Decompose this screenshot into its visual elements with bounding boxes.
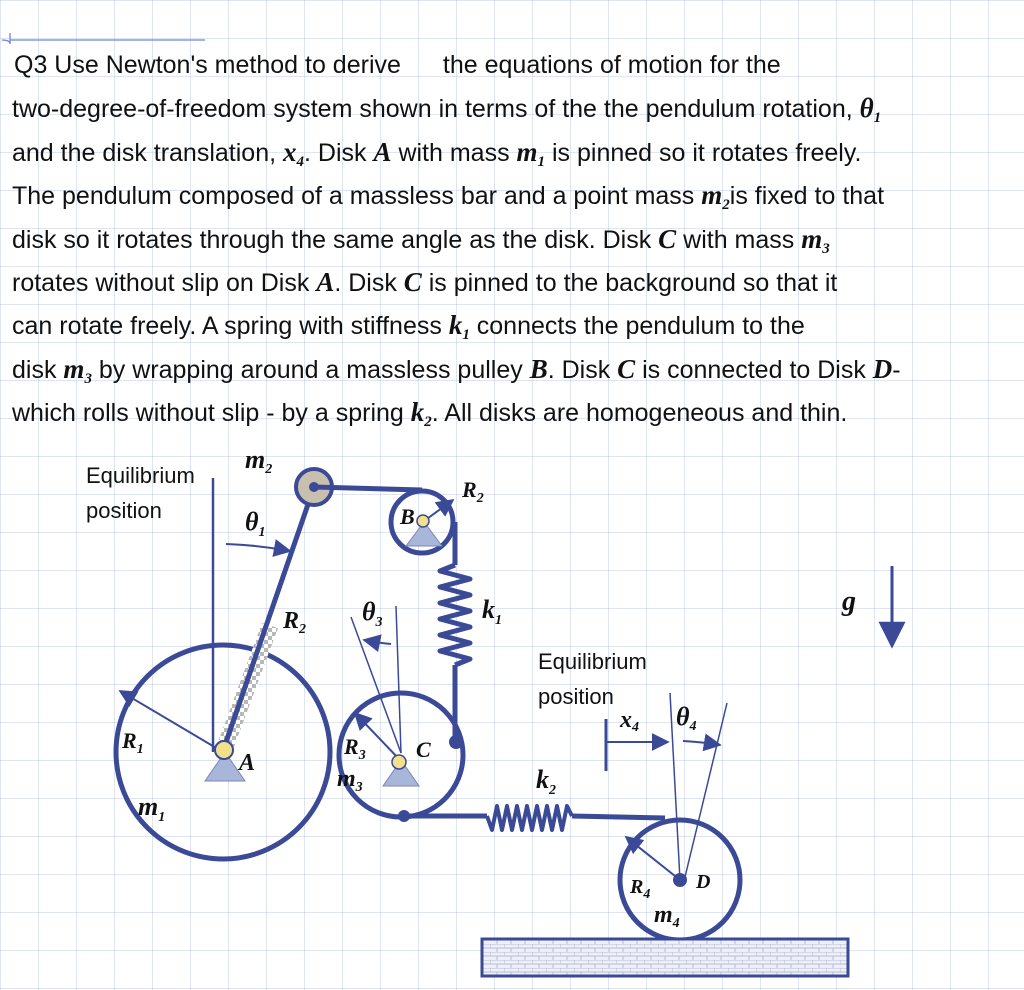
symbol-A: A (373, 136, 392, 167)
label-k1: $k_1$ (482, 595, 502, 628)
equilibrium-label-right-line2: position (538, 684, 614, 709)
symbol-subscript: 2 (424, 414, 432, 431)
problem-text: is fixed to that (729, 182, 885, 211)
problem-text: by wrapping around a massless pulley (98, 355, 523, 384)
label-m4: $m_4$ (654, 902, 680, 931)
symbol-D: D (872, 353, 893, 384)
cable-top (314, 487, 422, 490)
pendulum-bar (225, 487, 314, 745)
theta3-vertical (396, 606, 401, 753)
symbol-m: m (801, 223, 823, 254)
label-theta1: $\theta_1$ (245, 507, 266, 540)
symbol-B: B (529, 353, 548, 384)
problem-text: with mass (683, 225, 795, 254)
problem-text: The pendulum composed of a massless bar and a point mass (12, 182, 695, 211)
problem-text: can rotate freely. A spring with stiffness (12, 312, 442, 341)
ground-block (482, 939, 848, 976)
symbol-x: x (283, 136, 297, 167)
symbol-subscript: 1 (537, 153, 546, 170)
problem-text: which rolls without slip - by a spring (12, 399, 404, 428)
problem-text: disk so it rotates through the same angle as the disk. Disk (12, 225, 652, 254)
symbol-m: m (701, 180, 723, 211)
problem-text: connects the pendulum to the (476, 312, 805, 341)
label-x4: x4 (620, 707, 639, 735)
problem-text: Q3 Use Newton's method to derive (14, 51, 401, 79)
symbol-subscript: 1 (462, 327, 470, 344)
pivot-c (392, 755, 406, 769)
theta4-arrow (683, 741, 720, 745)
symbol-theta: θ (859, 93, 874, 124)
spring-k1 (440, 565, 470, 665)
symbol-subscript: 3 (84, 370, 92, 387)
theta3-ref-line (351, 617, 401, 753)
label-r3: $R_3$ (344, 734, 366, 763)
problem-text: rotates without slip on Disk (12, 268, 310, 297)
label-c: C (416, 737, 431, 762)
problem-text: disk (12, 355, 57, 384)
theta3-arrow (364, 640, 391, 644)
label-m2: m2 (245, 445, 273, 477)
problem-text: and the disk translation, (12, 138, 277, 167)
symbol-C: C (617, 353, 636, 384)
pivot-a (215, 741, 233, 759)
label-r2-pulley: $R_2$ (462, 477, 484, 506)
problem-text: is connected to Disk (642, 355, 866, 384)
symbol-k: k (448, 310, 463, 341)
symbol-C: C (403, 266, 422, 297)
problem-text: is pinned to the background so that it (428, 268, 838, 297)
symbol-subscript: 3 (822, 240, 830, 257)
label-a: A (239, 750, 256, 776)
label-m1: $m_1$ (138, 792, 166, 825)
symbol-m: m (63, 353, 85, 384)
problem-text: . Disk (547, 355, 611, 384)
label-theta4: θ4 (676, 702, 697, 734)
symbol-m: m (516, 136, 538, 167)
symbol-A: A (316, 266, 335, 297)
label-b: B (400, 504, 415, 529)
radius-r4-arrow (626, 837, 680, 880)
problem-text: is pinned so it rotates freely. (552, 138, 862, 167)
symbol-subscript: 1 (873, 110, 882, 127)
symbol-C: C (658, 223, 677, 254)
problem-text: two-degree-of-freedom system shown in terms of the the pendulum rotation, (12, 95, 853, 124)
symbol-subscript: 2 (722, 197, 730, 214)
equilibrium-label-right-line1: Equilibrium (538, 649, 647, 674)
label-g: g (842, 586, 856, 617)
symbol-k: k (410, 397, 425, 428)
theta1-arrow (226, 544, 290, 551)
equilibrium-label-left-line2: position (86, 498, 162, 523)
label-m3: $m_3$ (337, 766, 363, 795)
symbol-subscript: 4 (296, 153, 305, 170)
label-r2-bar: $R_2$ (283, 608, 307, 637)
problem-text: with mass (398, 138, 510, 167)
label-r1: $R_1$ (122, 728, 144, 757)
problem-text: the equations of motion for the (442, 51, 781, 79)
spring-k2 (487, 806, 572, 830)
label-theta3: $\theta_3$ (362, 597, 383, 630)
problem-text: . Disk (334, 268, 397, 297)
pivot-b (417, 515, 429, 527)
problem-text: . All disks are homogeneous and thin. (431, 399, 848, 428)
equilibrium-label-left-line1: Equilibrium (86, 463, 195, 488)
spring-k2-lead-right (572, 816, 665, 818)
label-d: D (696, 871, 711, 893)
problem-text: - (892, 355, 901, 384)
label-r4: $R_4$ (630, 876, 651, 902)
label-k2: $k_2$ (536, 765, 556, 798)
problem-text: . Disk (304, 138, 367, 167)
